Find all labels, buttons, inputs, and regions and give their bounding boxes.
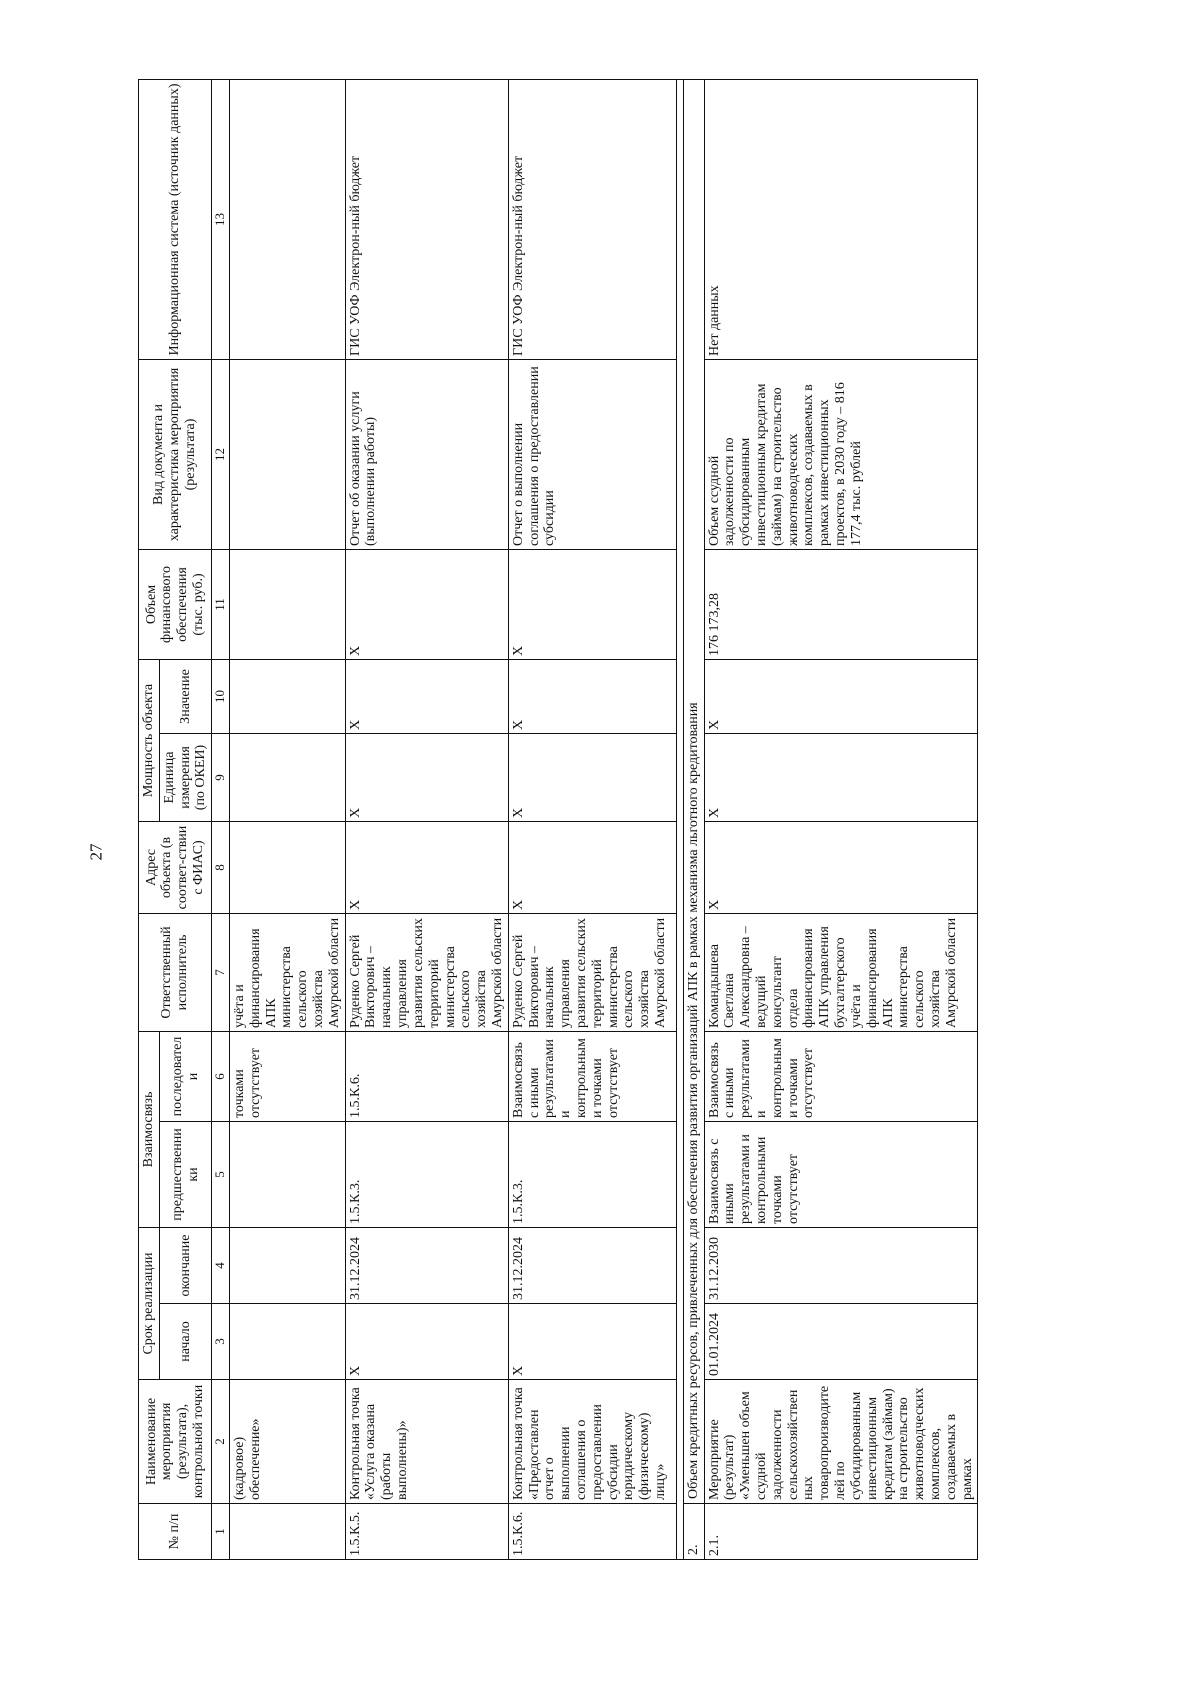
cell-successors: 1.5.К.6.: [345, 1032, 508, 1122]
cell-finance: 176 173,28: [704, 549, 978, 659]
cell-responsible: Руденко Сергей Викторович – начальник управления развития сельских территорий министерства сельского хозяйства Амурской области: [345, 914, 508, 1032]
cell-address: X: [345, 822, 508, 914]
cell-name: Мероприятие (результат) «Уменьшен объем ссудной задолженности сельскохозяйственных товаропроизводителей по субсидированным инвестиционным кредитам (займам) на строительство животноводческих комплексов, создаваемых в рамках: [704, 1380, 978, 1504]
col-number: 1: [212, 1504, 230, 1560]
cell-successors: точками отсутствует: [229, 1032, 345, 1122]
header-row-1: [139, 79, 160, 1559]
header-capacity: Мощность объекта: [139, 659, 160, 821]
cell-info-system: ГИС УОФ Электрон-ный бюджет: [508, 79, 676, 359]
col-number: 4: [212, 1228, 230, 1304]
cell-responsible: учёта и финансирования АПК министерства сельского хозяйства Амурской области: [229, 914, 345, 1032]
header-info-system: Информационная система (источник данных): [139, 79, 212, 359]
cell-end: 31.12.2030: [704, 1228, 978, 1304]
cell-start: 01.01.2024: [704, 1304, 978, 1380]
column-number-row: [212, 79, 230, 1559]
cell-finance: X: [508, 549, 676, 659]
cell-doc-type: Отчет об оказании услуги (выполнении работы): [345, 359, 508, 549]
cell-num: [229, 1504, 345, 1560]
section-number: 2.: [683, 1504, 704, 1560]
cell-finance: [229, 549, 345, 659]
table-row-continuation: [229, 79, 345, 1559]
cell-address: [229, 822, 345, 914]
cell-predecessors: [229, 1122, 345, 1228]
cell-name: Контрольная точка «Предоставлен отчет о выполнении соглашения о предоставлении субсидии юридическому (физическому) лицу»: [508, 1380, 676, 1504]
cell-value: X: [704, 659, 978, 733]
cell-value: X: [508, 659, 676, 733]
header-predecessors: предшественники: [159, 1122, 211, 1228]
col-number: 9: [212, 734, 230, 822]
cell-end: [229, 1228, 345, 1304]
spacer-cell: [676, 79, 683, 1559]
cell-name: Контрольная точка «Услуга оказана (работы выполнены)»: [345, 1380, 508, 1504]
cell-end: 31.12.2024: [508, 1228, 676, 1304]
cell-doc-type: Отчет о выполнении соглашения о предоставлении субсидии: [508, 359, 676, 549]
cell-start: X: [508, 1304, 676, 1380]
cell-unit: X: [345, 734, 508, 822]
section-title: Объем кредитных ресурсов, привлеченных для обеспечения развития организаций АПК в рамках механизма льготного кредитования: [683, 79, 704, 1503]
rotated-table-wrapper: [138, 80, 1078, 1560]
header-unit: Единица измерения (по ОКЕИ): [159, 734, 211, 822]
header-end: окончание: [159, 1228, 211, 1304]
cell-start: X: [345, 1304, 508, 1380]
plan-table: [138, 79, 978, 1560]
header-address: Адрес объекта (в соответ-ствии с ФИАС): [139, 822, 212, 914]
col-number: 8: [212, 822, 230, 914]
cell-doc-type: Объем ссудной задолженности по субсидированным инвестиционным кредитам (займам) на строительство животноводческих комплексов, создаваемых в рамках инвестиционных проектов, в 2030 году – 816 177,4 тыс. рублей: [704, 359, 978, 549]
table-row-1-5-k5: [345, 79, 508, 1559]
header-finance: Объем финансового обеспечения (тыс. руб.): [139, 549, 212, 659]
col-number: 13: [212, 79, 230, 359]
cell-name: (кадровое) обеспечение»: [229, 1380, 345, 1504]
cell-info-system: ГИС УОФ Электрон-ный бюджет: [345, 79, 508, 359]
header-num: № п/п: [139, 1504, 212, 1560]
cell-address: X: [508, 822, 676, 914]
cell-value: X: [345, 659, 508, 733]
cell-num: 2.1.: [704, 1504, 978, 1560]
header-relation: Взаимосвязь: [139, 1032, 160, 1228]
header-period: Срок реализации: [139, 1228, 160, 1380]
cell-num: 1.5.К.5.: [345, 1504, 508, 1560]
cell-successors: Взаимосвязь с иными результатами и контрольными точками отсутствует: [508, 1032, 676, 1122]
col-number: 6: [212, 1032, 230, 1122]
cell-responsible: Руденко Сергей Викторович – начальник управления развития сельских территорий министерства сельского хозяйства Амурской области: [508, 914, 676, 1032]
page-number: 27: [86, 843, 106, 861]
col-number: 11: [212, 549, 230, 659]
table-row-spacer: [676, 79, 683, 1559]
section-row-2: [683, 79, 704, 1559]
header-successors: последователи: [159, 1032, 211, 1122]
cell-value: [229, 659, 345, 733]
col-number: 7: [212, 914, 230, 1032]
cell-info-system: [229, 79, 345, 359]
cell-end: 31.12.2024: [345, 1228, 508, 1304]
cell-doc-type: [229, 359, 345, 549]
cell-unit: X: [508, 734, 676, 822]
cell-start: [229, 1304, 345, 1380]
cell-unit: [229, 734, 345, 822]
cell-responsible: Командышева Светлана Александровна – ведущий консультант отдела финансирования АПК управления бухгалтерского учёта и финансирования АПК министерства сельского хозяйства Амурской области: [704, 914, 978, 1032]
col-number: 5: [212, 1122, 230, 1228]
cell-num: 1.5.К.6.: [508, 1504, 676, 1560]
header-name: Наименование мероприятия (результата), контрольной точки: [139, 1380, 212, 1504]
header-start: начало: [159, 1304, 211, 1380]
table-row-1-5-k6: [508, 79, 676, 1559]
cell-predecessors: Взаимосвязь с иными результатами и контрольными точками отсутствует: [704, 1122, 978, 1228]
header-responsible: Ответственный исполнитель: [139, 914, 212, 1032]
header-value: Значение: [159, 659, 211, 733]
cell-info-system: Нет данных: [704, 79, 978, 359]
table-row-2-1: [704, 79, 978, 1559]
col-number: 3: [212, 1304, 230, 1380]
col-number: 2: [212, 1380, 230, 1504]
cell-address: X: [704, 822, 978, 914]
cell-predecessors: 1.5.К.3.: [345, 1122, 508, 1228]
cell-finance: X: [345, 549, 508, 659]
cell-unit: X: [704, 734, 978, 822]
cell-successors: Взаимосвязь с иными результатами и контрольными точками отсутствует: [704, 1032, 978, 1122]
col-number: 12: [212, 359, 230, 549]
cell-predecessors: 1.5.К.3.: [508, 1122, 676, 1228]
header-doc-type: Вид документа и характеристика мероприятия (результата): [139, 359, 212, 549]
col-number: 10: [212, 659, 230, 733]
